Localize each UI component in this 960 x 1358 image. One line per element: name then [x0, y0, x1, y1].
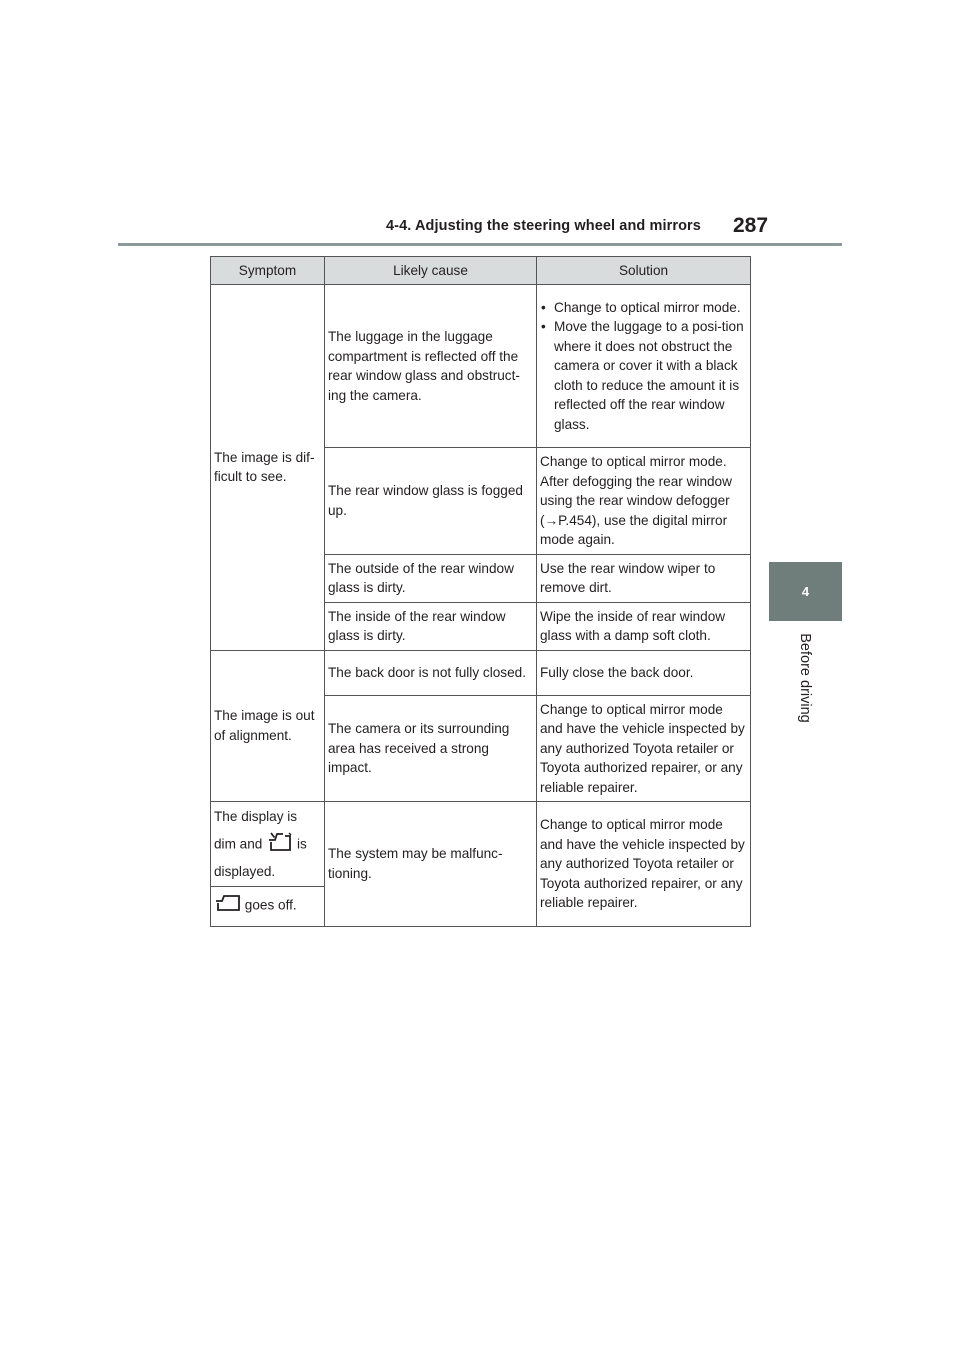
list-item: • Move the luggage to a posi-tion where it does not obstruct the camera or cover it with a black cloth to reduce the amount it is reflected off the rear window glass. — [540, 317, 747, 434]
chapter-tab — [769, 562, 842, 621]
table-row — [211, 285, 751, 448]
solution-cell — [537, 285, 751, 448]
solution-cell: Change to optical mirror mode and have the vehicle inspected by any authorized Toyota retailer or Toyota authorized repairer, or any reliable repairer. — [537, 802, 751, 927]
column-header-symptom: Symptom — [211, 257, 325, 285]
chapter-label: Before driving — [797, 633, 813, 723]
section-title: 4-4. Adjusting the steering wheel and mirrors — [386, 218, 701, 234]
symptom-cell: The image is out of alignment. — [211, 650, 325, 802]
cause-cell: The back door is not fully closed. — [325, 650, 537, 695]
mirror-icon — [214, 893, 241, 919]
mirror-warning-icon — [266, 831, 293, 859]
symptom-cell — [211, 886, 325, 926]
table-header-row — [211, 257, 751, 285]
solution-cell: Use the rear window wiper to remove dirt. — [537, 554, 751, 602]
solution-list — [540, 298, 747, 435]
symptom-line: The display is — [214, 809, 298, 824]
header-divider — [118, 243, 842, 246]
list-item: • Change to optical mirror mode. — [540, 298, 747, 318]
column-header-cause: Likely cause — [325, 257, 537, 285]
symptom-line: displayed. — [214, 864, 276, 879]
symptom-text: goes off. — [244, 897, 297, 913]
page-number: 287 — [733, 214, 769, 237]
solution-cell: Wipe the inside of rear window glass with a damp soft cloth. — [537, 602, 751, 650]
cause-cell: The luggage in the luggage compartment is reflected off the rear window glass and obstruct-ing the camera. — [325, 285, 537, 448]
solution-cell: Change to optical mirror mode and have the vehicle inspected by any authorized Toyota retailer or Toyota authorized repairer, or any reliable repairer. — [537, 695, 751, 802]
cause-cell: The inside of the rear window glass is dirty. — [325, 602, 537, 650]
table-row — [211, 650, 751, 695]
cause-cell: The camera or its surrounding area has received a strong impact. — [325, 695, 537, 802]
solution-cell: Fully close the back door. — [537, 650, 751, 695]
cause-cell: The rear window glass is fogged up. — [325, 448, 537, 555]
symptom-cell: The image is dif-ficult to see. — [211, 285, 325, 651]
symptom-text: is — [296, 835, 307, 851]
chapter-number: 4 — [801, 584, 810, 599]
symptom-cell — [211, 802, 325, 887]
table-row — [211, 802, 751, 887]
troubleshooting-table — [210, 256, 751, 927]
symptom-line — [214, 831, 321, 859]
column-header-solution: Solution — [537, 257, 751, 285]
symptom-text: dim and — [214, 835, 263, 851]
cause-cell: The system may be malfunc-tioning. — [325, 802, 537, 927]
cause-cell: The outside of the rear window glass is dirty. — [325, 554, 537, 602]
solution-cell: Change to optical mirror mode. After defogging the rear window using the rear window defogger (→P.454), use the digital mirror mode again. — [537, 448, 751, 555]
